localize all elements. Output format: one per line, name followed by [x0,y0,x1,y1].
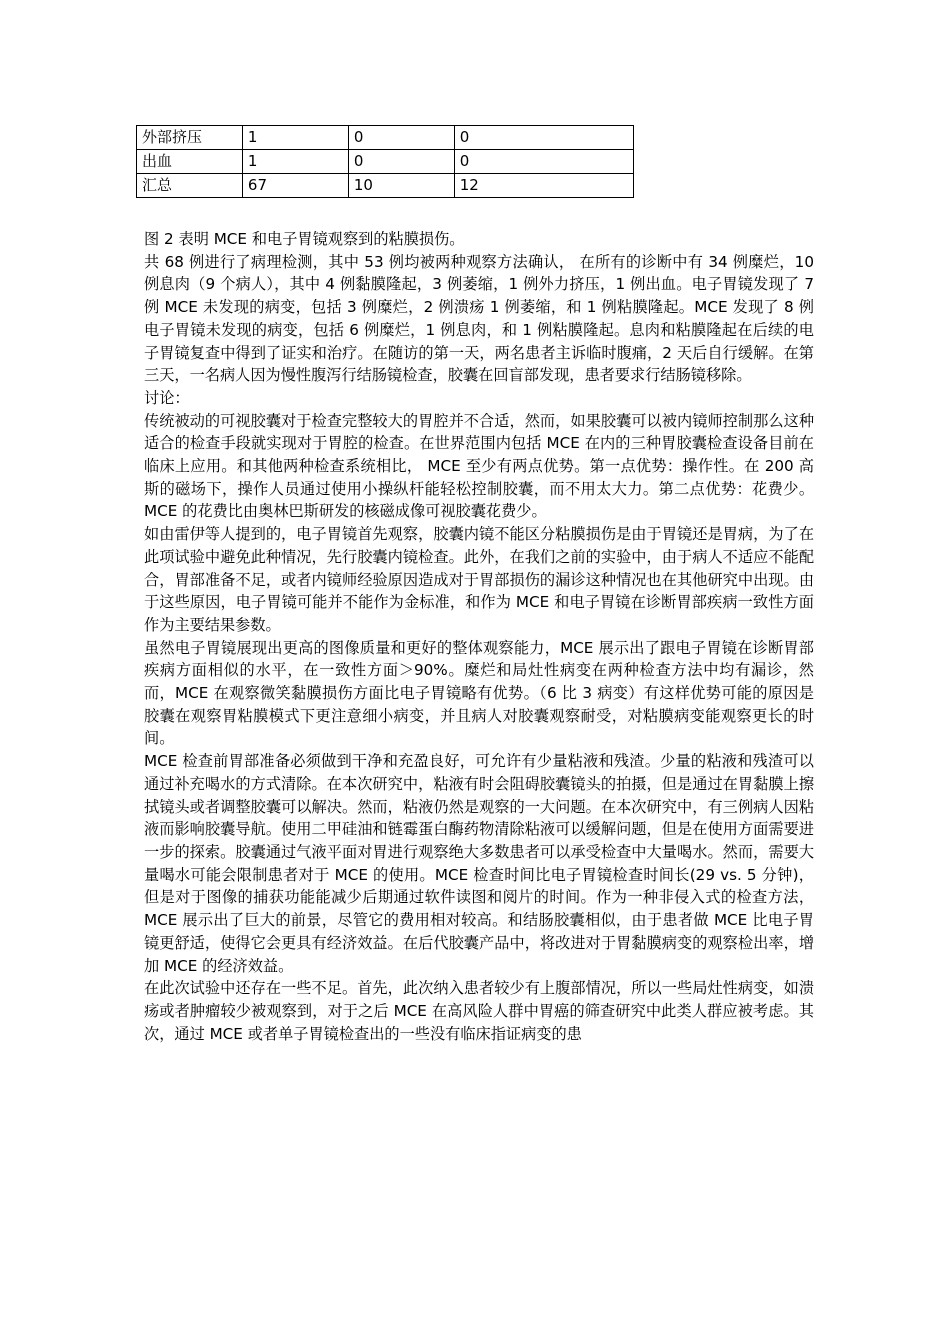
discussion-paragraph: 虽然电子胃镜展现出更高的图像质量和更好的整体观察能力，MCE 展示出了跟电子胃镜在诊断胃部疾病方面相似的水平，在一致性方面＞90%。糜烂和局灶性病变在两种检查方法中均有漏诊，然而，MCE 在观察微笑黏膜损伤方面比电子胃镜略有优势。（6 比 3 病变）有这样优势可能的原因是胶囊在观察胃粘膜模式下更注意细小病变，并且病人对胶囊观察耐受，对粘膜病变能观察更长的时间。 [144,638,814,748]
figure-caption-paragraph: 图 2 表明 MCE 和电子胃镜观察到的粘膜损伤。 [144,230,465,248]
results-table [136,125,634,198]
table-row [137,174,634,198]
table-cell-value: 10 [348,174,454,198]
discussion-paragraph: MCE 检查前胃部准备必须做到干净和充盈良好，可允许有少量粘液和残渣。少量的粘液和残渣可以通过补充喝水的方式清除。在本次研究中，粘液有时会阻碍胶囊镜头的拍摄，但是通过在胃黏膜上擦拭镜头或者调整胶囊可以解决。然而，粘液仍然是观察的一大问题。在本次研究中，有三例病人因粘液而影响胶囊导航。使用二甲硅油和链霉蛋白酶药物清除粘液可以缓解问题，但是在使用方面需要进一步的探索。胶囊通过气液平面对胃进行观察绝大多数患者可以承受检查中大量喝水。然而，需要大量喝水可能会限制患者对于 MCE 的使用。MCE 检查时间比电子胃镜检查时间长(29 vs. 5 分钟)，但是对于图像的捕获功能能减少后期通过软件读图和阅片的时间。作为一种非侵入式的检查方法，MCE 展示出了巨大的前景，尽管它的费用相对较高。和结肠胶囊相似，由于患者做 MCE 比电子胃镜更舒适，使得它会更具有经济效益。在后代胶囊产品中，将改进对于胃黏膜病变的观察检出率，增加 MCE 的经济效益。 [144,752,814,975]
table-cell-value: 1 [242,150,348,174]
table-cell-value: 0 [348,150,454,174]
discussion-paragraph: 如由雷伊等人提到的，电子胃镜首先观察，胶囊内镜不能区分粘膜损伤是由于胃镜还是胃病，为了在此项试验中避免此种情况，先行胶囊内镜检查。此外，在我们之前的实验中，由于病人不适应不能配合，胃部准备不足，或者内镜师经验原因造成对于胃部损伤的漏诊这种情况也在其他研究中出现。由于这些原因，电子胃镜可能并不能作为金标准，和作为 MCE 和电子胃镜在诊断胃部疾病一致性方面作为主要结果参数。 [144,525,814,634]
table-row [137,126,634,150]
discussion-paragraph: 传统被动的可视胶囊对于检查完整较大的胃腔并不合适，然而，如果胶囊可以被内镜师控制那么这种适合的检查手段就实现对于胃腔的检查。在世界范围内包括 MCE 在内的三种胃胶囊检查设备目前在临床上应用。和其他两种检查系统相比， MCE 至少有两点优势。第一点优势：操作性。在 200 高斯的磁场下，操作人员通过使用小操纵杆能轻松控制胶囊，而不用太大力。第二点优势：花费少。MCE 的花费比由奥林巴斯研发的核磁成像可视胶囊花费少。 [144,411,814,521]
results-paragraph: 共 68 例进行了病理检测，其中 53 例均被两种观察方法确认， 在所有的诊断中有 34 例糜烂，10 例息肉（9 个病人），其中 4 例黏膜隆起，3 例萎缩，1 例外力挤压，1 例出血。电子胃镜发现了 7 例 MCE 未发现的病变，包括 3 例糜烂，2 例溃疡 1 例萎缩，和 1 例粘膜隆起。MCE 发现了 8 例电子胃镜未发现的病变，包括 6 例糜烂，1 例息肉，和 1 例粘膜隆起。息肉和粘膜隆起在后续的电子胃镜复查中得到了证实和治疗。在随访的第一天，两名患者主诉临时腹痛，2 天后自行缓解。在第三天，一名病人因为慢性腹泻行结肠镜检查，胶囊在回盲部发现，患者要求行结肠镜移除。 [144,252,814,385]
table-cell-category: 汇总 [137,174,243,198]
table-cell-value: 0 [348,126,454,150]
table-cell-category: 出血 [137,150,243,174]
discussion-heading: 讨论： [144,388,190,407]
table-cell-value: 0 [454,126,633,150]
table-cell-value: 0 [454,150,633,174]
table-row [137,150,634,174]
table-cell-category: 外部挤压 [137,126,243,150]
limitations-paragraph: 在此次试验中还存在一些不足。首先，此次纳入患者较少有上腹部情况，所以一些局灶性病变，如溃疡或者肿瘤较少被观察到，对于之后 MCE 在高风险人群中胃癌的筛查研究中此类人群应被考虑。其次，通过 MCE 或者单子胃镜检查出的一些没有临床指证病变的患 [144,979,814,1043]
body-text [144,228,814,1045]
table-cell-value: 1 [242,126,348,150]
table-cell-value: 67 [242,174,348,198]
table-cell-value: 12 [454,174,633,198]
